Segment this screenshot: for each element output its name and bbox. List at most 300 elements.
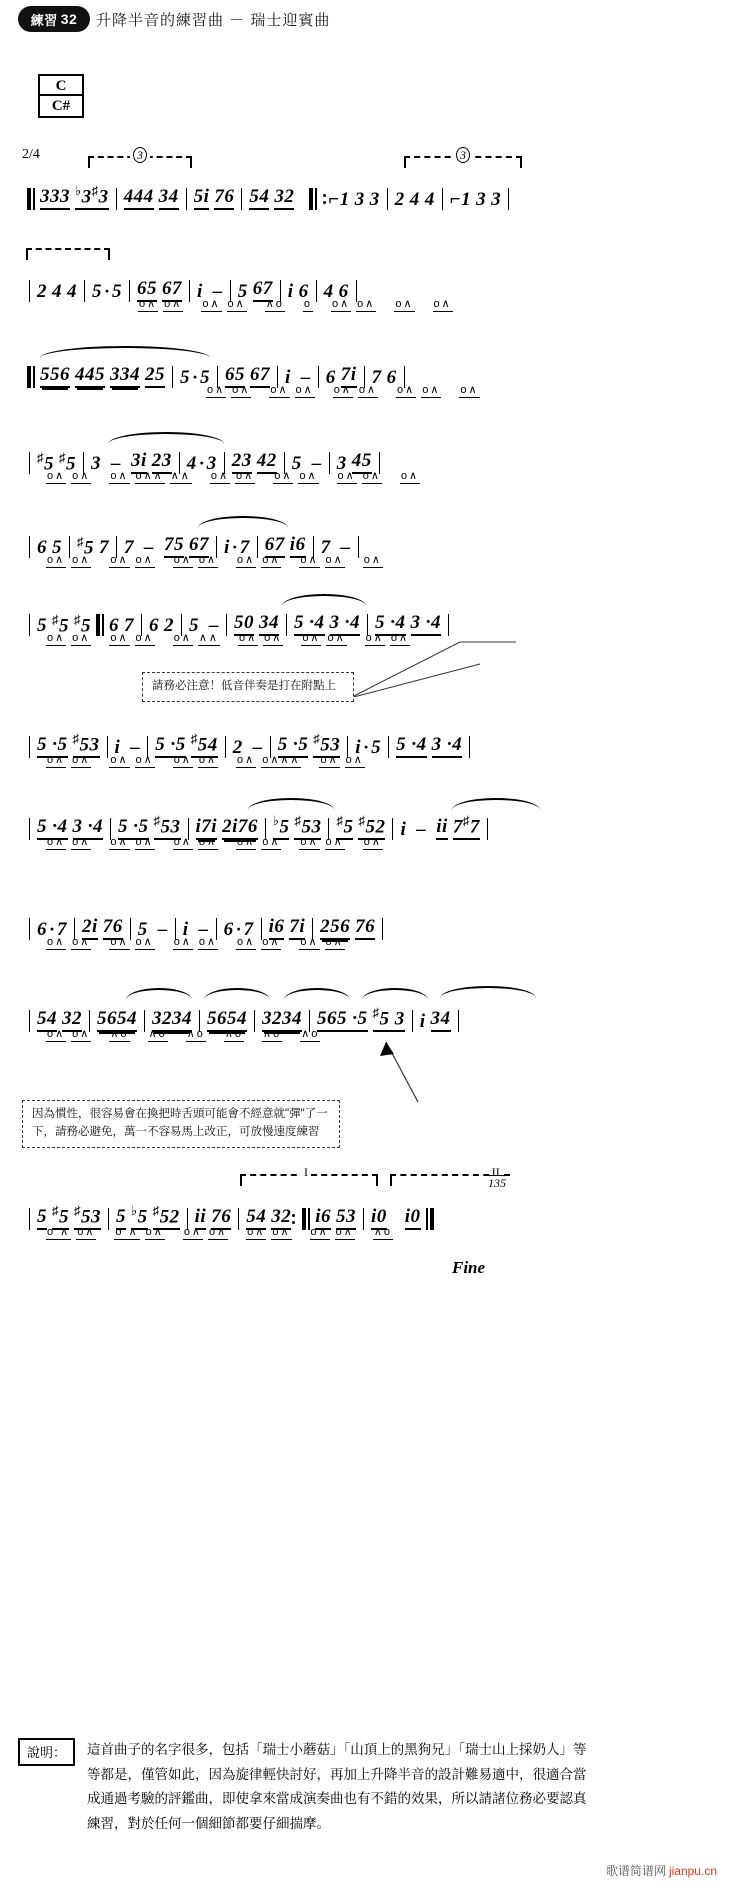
- barline: [29, 736, 30, 758]
- accompaniment-symbol: o∧: [207, 384, 226, 396]
- accompaniment-symbol: o∧: [135, 554, 154, 566]
- accompaniment-symbol: o∧: [202, 298, 221, 310]
- accompaniment-symbol: o∧: [335, 1226, 354, 1238]
- accompaniment-symbol: o∧: [47, 1028, 66, 1040]
- note: 5: [200, 367, 211, 388]
- accompaniment-symbol: ∧∧: [198, 632, 219, 644]
- accompaniment-symbol: o∧: [173, 554, 192, 566]
- accompaniment-symbol: o∧: [72, 936, 91, 948]
- accompaniment-symbol: o∧: [300, 554, 319, 566]
- note: 76: [355, 917, 375, 940]
- accompaniment-symbol: o∧∧: [135, 470, 164, 482]
- slur: [362, 988, 428, 1000]
- note: 5: [237, 281, 248, 302]
- music-system-1: [0, 148, 731, 216]
- note: 3: [336, 453, 347, 474]
- accompaniment-symbol: o∧: [300, 936, 319, 948]
- note: –: [340, 537, 351, 558]
- note: ♯53: [154, 811, 181, 840]
- note: ♭3♯3: [75, 181, 109, 210]
- barline: [29, 614, 30, 636]
- note: 3: [369, 189, 380, 210]
- accompaniment-symbol: o∧: [135, 836, 154, 848]
- note: 67: [250, 365, 270, 388]
- accompaniment-symbol: o∧: [395, 298, 414, 310]
- accompaniment-symbol: o ∧: [115, 1226, 139, 1238]
- triplet-number: 3: [133, 147, 147, 163]
- accompaniment-symbol: o∧: [72, 632, 91, 644]
- accompaniment-symbol: o∧: [337, 470, 356, 482]
- note: 45: [352, 451, 372, 474]
- callout-text: 請務必注意！低音伴奏是打在附點上: [152, 680, 336, 692]
- music-system-4: [0, 434, 731, 480]
- accompaniment-symbol: o∧: [72, 1028, 91, 1040]
- barline: [469, 736, 470, 758]
- callout-dotted-bass: [142, 672, 354, 702]
- barline: [29, 918, 30, 940]
- note: –: [111, 453, 121, 474]
- note: –: [209, 615, 219, 636]
- callout-position-shift: [22, 1100, 340, 1148]
- music-system-7: [0, 718, 731, 764]
- accompaniment-row: [46, 554, 383, 574]
- note: i: [182, 919, 189, 940]
- slur: [284, 988, 350, 1000]
- second-ending-label: II: [489, 1165, 503, 1180]
- note: 4: [67, 281, 77, 302]
- accompaniment-row: [46, 754, 365, 774]
- music-system-8: [0, 800, 731, 846]
- note: 5: [52, 537, 62, 558]
- accompaniment-symbol: o∧: [72, 470, 91, 482]
- barline: [448, 614, 449, 636]
- note: 6: [298, 281, 309, 302]
- accompaniment-symbol: o∧: [232, 384, 251, 396]
- accompaniment-symbol: o∧: [227, 298, 246, 310]
- accompaniment-symbol: o∧: [325, 936, 344, 948]
- barline: [29, 1208, 30, 1230]
- accompaniment-symbol: o∧: [237, 936, 256, 948]
- key-signature-box: [38, 74, 84, 118]
- note-row: ♯5 ♯5 3 – 3i 23 4 · 3 23 42 5 – 3 45: [22, 448, 387, 474]
- explanation-body: [87, 1738, 587, 1836]
- slur: [440, 986, 536, 998]
- note: 7: [371, 367, 382, 388]
- accompaniment-symbol: o∧: [173, 632, 192, 644]
- accompaniment-symbol: o∧: [333, 384, 352, 396]
- accompaniment-row: [46, 1226, 393, 1246]
- accompaniment-symbol: o∧: [198, 836, 218, 848]
- accompaniment-symbol: o∧: [237, 754, 256, 766]
- accompaniment-symbol: o∧: [47, 754, 66, 766]
- accompaniment-symbol: o∧∧∧: [262, 754, 301, 766]
- note: 5: [137, 919, 148, 940]
- accompaniment-symbol: o∧: [262, 554, 281, 566]
- accompaniment-symbol: ∧o: [301, 1028, 320, 1040]
- note: 5i: [194, 187, 210, 210]
- note: i: [197, 281, 203, 302]
- note: ♯5: [52, 611, 69, 636]
- note-row: 6 · 7 2i 76 5 – i – 6 · 7 i6 7i 256 76: [22, 914, 390, 940]
- note: 6: [149, 615, 159, 636]
- accompaniment-symbol: o∧: [110, 836, 129, 848]
- accompaniment-symbol: o∧: [238, 632, 258, 644]
- note: 75: [164, 535, 184, 558]
- accompaniment-row: [46, 836, 383, 856]
- accompaniment-symbol: o∧: [77, 1226, 96, 1238]
- note: ♯53: [313, 729, 340, 758]
- note-row: 2 4 4 5 · 5 65 67 i – 5 67 i 6 4 6: [22, 276, 364, 302]
- accompaniment-symbol: o∧: [302, 632, 321, 644]
- accompaniment-symbol: o∧: [164, 298, 183, 310]
- barline: [172, 366, 173, 388]
- note: 76: [214, 187, 234, 210]
- note: 3234: [152, 1009, 192, 1032]
- note: 6: [325, 367, 336, 388]
- note: 54: [249, 187, 269, 210]
- triplet-bracket: [26, 248, 110, 260]
- note: ♯54: [191, 729, 218, 758]
- note: 333: [40, 187, 70, 210]
- note: i: [285, 367, 291, 388]
- music-system-9: [0, 900, 731, 946]
- slur: [204, 988, 270, 1000]
- note: 6: [37, 919, 47, 940]
- accompaniment-symbol: o∧: [262, 936, 281, 948]
- note: 3: [354, 189, 365, 210]
- note: ♭5: [273, 811, 290, 840]
- note: 2i76: [222, 817, 258, 840]
- note: 556: [40, 365, 70, 388]
- accompaniment-symbol: ∧o: [148, 1028, 167, 1040]
- note: 7: [239, 537, 250, 558]
- note: 5 ·5: [118, 817, 149, 840]
- accompaniment-symbol: o∧: [208, 1226, 228, 1238]
- watermark-cn: 歌谱简谱网: [605, 1864, 666, 1878]
- explanation-label: 說明：: [18, 1738, 75, 1766]
- accompaniment-symbol: o∧: [72, 836, 91, 848]
- accompaniment-symbol: o∧: [72, 754, 91, 766]
- accompaniment-symbol: o∧: [327, 632, 346, 644]
- note: 50: [234, 613, 254, 636]
- accompaniment-symbol: o ∧: [47, 1226, 71, 1238]
- note: 565 ·5: [317, 1009, 368, 1032]
- note: 256: [320, 917, 350, 940]
- callout-text-line-1: 因為慣性，很容易會在換把時舌頭可能會不經意就"彈"了一: [32, 1108, 328, 1120]
- note: 5 ·5: [155, 735, 186, 758]
- note: 5 ·4: [37, 817, 68, 840]
- note: 5: [180, 367, 190, 388]
- barline: [382, 918, 383, 940]
- accompaniment-symbol: o∧: [72, 554, 91, 566]
- accompaniment-symbol: o∧: [325, 836, 344, 848]
- accompaniment-symbol: ∧o: [224, 1028, 244, 1040]
- note: 5 ·5: [278, 735, 309, 758]
- note: –: [416, 819, 427, 840]
- note: i: [287, 281, 294, 302]
- accompaniment-row: [46, 936, 345, 956]
- note: 3 ·4: [432, 735, 463, 758]
- note: i: [400, 819, 407, 840]
- note: ♭5: [131, 1201, 148, 1230]
- barline: [186, 188, 187, 210]
- note: 2: [232, 737, 243, 758]
- slur: [248, 798, 334, 810]
- note: 7: [124, 615, 134, 636]
- accompaniment-symbol: o∧: [363, 836, 382, 848]
- note: 4: [409, 189, 420, 210]
- accompaniment-symbol: ∧o: [110, 1028, 129, 1040]
- note: i: [224, 537, 230, 558]
- note: 3: [491, 189, 502, 210]
- accompaniment-symbol: ∧o: [263, 1028, 282, 1040]
- note: 65: [137, 279, 157, 302]
- accompaniment-symbol: o∧: [173, 936, 192, 948]
- start-barline: [27, 366, 35, 388]
- accompaniment-symbol: o∧: [433, 298, 452, 310]
- note: ♯53: [294, 811, 321, 840]
- barline: [388, 736, 389, 758]
- note: 5: [291, 453, 302, 474]
- accompaniment-symbol: o∧: [264, 632, 283, 644]
- barline: [116, 188, 117, 210]
- note: 54: [246, 1207, 266, 1230]
- accompaniment-symbol: o∧: [357, 298, 376, 310]
- note: ii: [436, 817, 448, 840]
- note: ♯5: [52, 1201, 69, 1230]
- music-system-2: [0, 262, 731, 308]
- accompaniment-symbol: o∧: [310, 1226, 329, 1238]
- note: ♯5: [336, 811, 353, 840]
- note: 67: [189, 535, 209, 558]
- barline: [392, 818, 393, 840]
- note: 76: [103, 917, 123, 940]
- note: 4: [323, 281, 334, 302]
- note: 6: [223, 919, 234, 940]
- accompaniment-symbol: o∧: [272, 1226, 291, 1238]
- accompaniment-symbol: o∧: [110, 936, 129, 948]
- accompaniment-symbol: o∧: [400, 470, 420, 482]
- accompaniment-symbol: o∧: [47, 936, 66, 948]
- accompaniment-symbol: o∧: [358, 384, 378, 396]
- note: i0: [371, 1207, 387, 1230]
- note: 7: [243, 919, 254, 940]
- accompaniment-symbol: o∧: [110, 470, 129, 482]
- barline: [458, 1010, 459, 1032]
- note: –: [300, 367, 311, 388]
- note: 6: [37, 537, 47, 558]
- note: 6: [338, 281, 349, 302]
- note: 5 ·4: [396, 735, 427, 758]
- note: 54: [37, 1009, 57, 1032]
- barline: [29, 818, 30, 840]
- note: ♯52: [358, 811, 385, 840]
- note: 32: [62, 1009, 82, 1032]
- explanation-box: [18, 1738, 718, 1836]
- callout-text-line-2: 下，請務必避免，萬一不容易馬上改正，可放慢速度練習: [32, 1125, 320, 1138]
- explanation-line-4: 練習，對於任何一個細節都要仔細揣摩。: [87, 1815, 331, 1831]
- note: –: [252, 737, 263, 758]
- accompaniment-symbol: o∧: [135, 632, 154, 644]
- accompaniment-symbol: o∧: [365, 632, 384, 644]
- barline: [84, 280, 85, 302]
- note: 5: [92, 281, 102, 302]
- note: 444: [124, 187, 154, 210]
- note: 4: [186, 453, 197, 474]
- key-to: C#: [51, 98, 71, 114]
- note: 5654: [97, 1009, 137, 1032]
- note: i6: [315, 1207, 331, 1230]
- barline: [487, 818, 488, 840]
- tempo-marking: 135: [488, 1176, 506, 1190]
- accompaniment-row: [138, 298, 453, 318]
- accompaniment-symbol: o∧: [135, 936, 154, 948]
- note: 5: [37, 1207, 47, 1230]
- note: 25: [145, 365, 165, 388]
- page-title: 升降半音的練習曲 － 瑞士迎賓曲: [96, 12, 331, 29]
- note-row: [22, 184, 516, 210]
- note: 2: [164, 615, 174, 636]
- time-signature: 2/4: [22, 147, 40, 162]
- barline: [387, 188, 388, 210]
- accompaniment-symbol: ∧o: [186, 1028, 205, 1040]
- accompaniment-symbol: o∧: [110, 754, 129, 766]
- accompaniment-symbol: o∧: [236, 470, 255, 482]
- note: 7i: [289, 917, 305, 940]
- barline: [129, 280, 130, 302]
- accompaniment-symbol: o∧: [47, 554, 66, 566]
- note: ♯5 3: [373, 1003, 405, 1032]
- accompaniment-symbol: o∧: [325, 554, 344, 566]
- accompaniment-row: [46, 1028, 320, 1048]
- barline: [241, 188, 242, 210]
- note: 34: [431, 1009, 451, 1032]
- fine-marking: Fine: [452, 1258, 486, 1277]
- note: 7i: [341, 365, 357, 388]
- note: 3 ·4: [73, 817, 104, 840]
- badge-label: 練習: [30, 12, 58, 28]
- note: i: [355, 737, 362, 758]
- note: 67: [253, 279, 273, 302]
- note: 32: [274, 187, 294, 210]
- accompaniment-symbol: o∧: [331, 298, 351, 310]
- barline: [29, 280, 30, 302]
- note: i7i: [196, 817, 218, 840]
- note: ⌐1: [449, 189, 472, 210]
- site-watermark: [606, 1862, 717, 1879]
- accompaniment-symbol: o∧: [47, 836, 66, 848]
- accompaniment-symbol: o∧: [299, 470, 318, 482]
- accompaniment-symbol: o: [303, 298, 312, 310]
- page-header: [0, 0, 731, 46]
- note: –: [130, 737, 141, 758]
- triplet-number: 3: [456, 147, 470, 163]
- slur: [126, 988, 192, 1000]
- accompaniment-symbol: o∧: [139, 298, 158, 310]
- repeat-start-barline: [309, 188, 317, 210]
- barline: [442, 188, 443, 210]
- key-from: C: [40, 76, 82, 96]
- note: 7♯7: [453, 811, 480, 840]
- first-ending-bracket: [240, 1165, 378, 1186]
- triplet-bracket: [404, 148, 522, 168]
- accompaniment-symbol: o∧: [274, 470, 293, 482]
- accompaniment-symbol: o∧: [422, 384, 441, 396]
- note: ♯5: [74, 611, 91, 636]
- note: 42: [257, 451, 277, 474]
- note: 6: [386, 367, 397, 388]
- accompaniment-symbol: o∧: [300, 836, 319, 848]
- note: ♯52: [153, 1201, 180, 1230]
- note: –: [144, 537, 154, 558]
- note: 5: [189, 615, 199, 636]
- note: 5: [371, 737, 382, 758]
- note: –: [198, 919, 209, 940]
- accompaniment-symbol: o∧: [145, 1226, 164, 1238]
- note: –: [212, 281, 223, 302]
- accompaniment-row: [46, 470, 420, 490]
- note: i: [114, 737, 121, 758]
- accompaniment-symbol: ∧∧: [170, 470, 191, 482]
- accompaniment-symbol: o∧: [262, 836, 281, 848]
- note: 334: [110, 365, 140, 388]
- accompaniment-row: [206, 384, 480, 404]
- accompaniment-symbol: o∧: [295, 384, 314, 396]
- note: 2: [394, 189, 405, 210]
- note: 67: [162, 279, 182, 302]
- note: 3: [476, 189, 487, 210]
- accompaniment-symbol: ∧o: [265, 298, 284, 310]
- note: 7: [320, 537, 331, 558]
- first-ending-label: I: [301, 1165, 311, 1180]
- note: –: [311, 453, 322, 474]
- note: 3i: [131, 451, 147, 474]
- note: ii: [195, 1207, 207, 1230]
- triplet-bracket: [88, 148, 192, 168]
- accompaniment-symbol: o∧: [210, 470, 230, 482]
- note: 23: [152, 451, 172, 474]
- accompaniment-symbol: o∧: [110, 632, 129, 644]
- note: 3 ·4: [411, 613, 442, 636]
- barline: [29, 536, 30, 558]
- music-system-5: [0, 518, 731, 564]
- accompaniment-symbol: o∧: [110, 554, 129, 566]
- note: 7: [57, 919, 68, 940]
- accompaniment-symbol: o∧: [363, 554, 382, 566]
- note: 6: [109, 615, 119, 636]
- note: i0: [405, 1207, 421, 1230]
- accompaniment-symbol: o∧: [397, 384, 416, 396]
- note: 445: [75, 365, 105, 388]
- accompaniment-symbol: o∧: [198, 936, 218, 948]
- note: 3 ·4: [330, 613, 361, 636]
- note: 23: [232, 451, 252, 474]
- slur: [282, 594, 366, 606]
- accompaniment-symbol: o∧: [460, 384, 479, 396]
- accompaniment-symbol: o∧: [270, 384, 289, 396]
- note: ♯5: [59, 449, 76, 474]
- note: ♯53: [73, 729, 100, 758]
- accompaniment-symbol: ∧o: [373, 1226, 393, 1238]
- accompaniment-symbol: o∧: [173, 836, 192, 848]
- barline: [508, 188, 509, 210]
- watermark-en: jianpu.cn: [668, 1864, 717, 1878]
- slur: [452, 798, 540, 810]
- accompaniment-symbol: o∧: [47, 470, 66, 482]
- accompaniment-symbol: o∧: [135, 754, 154, 766]
- music-system-3: [0, 348, 731, 394]
- note: 5 ·4: [375, 613, 406, 636]
